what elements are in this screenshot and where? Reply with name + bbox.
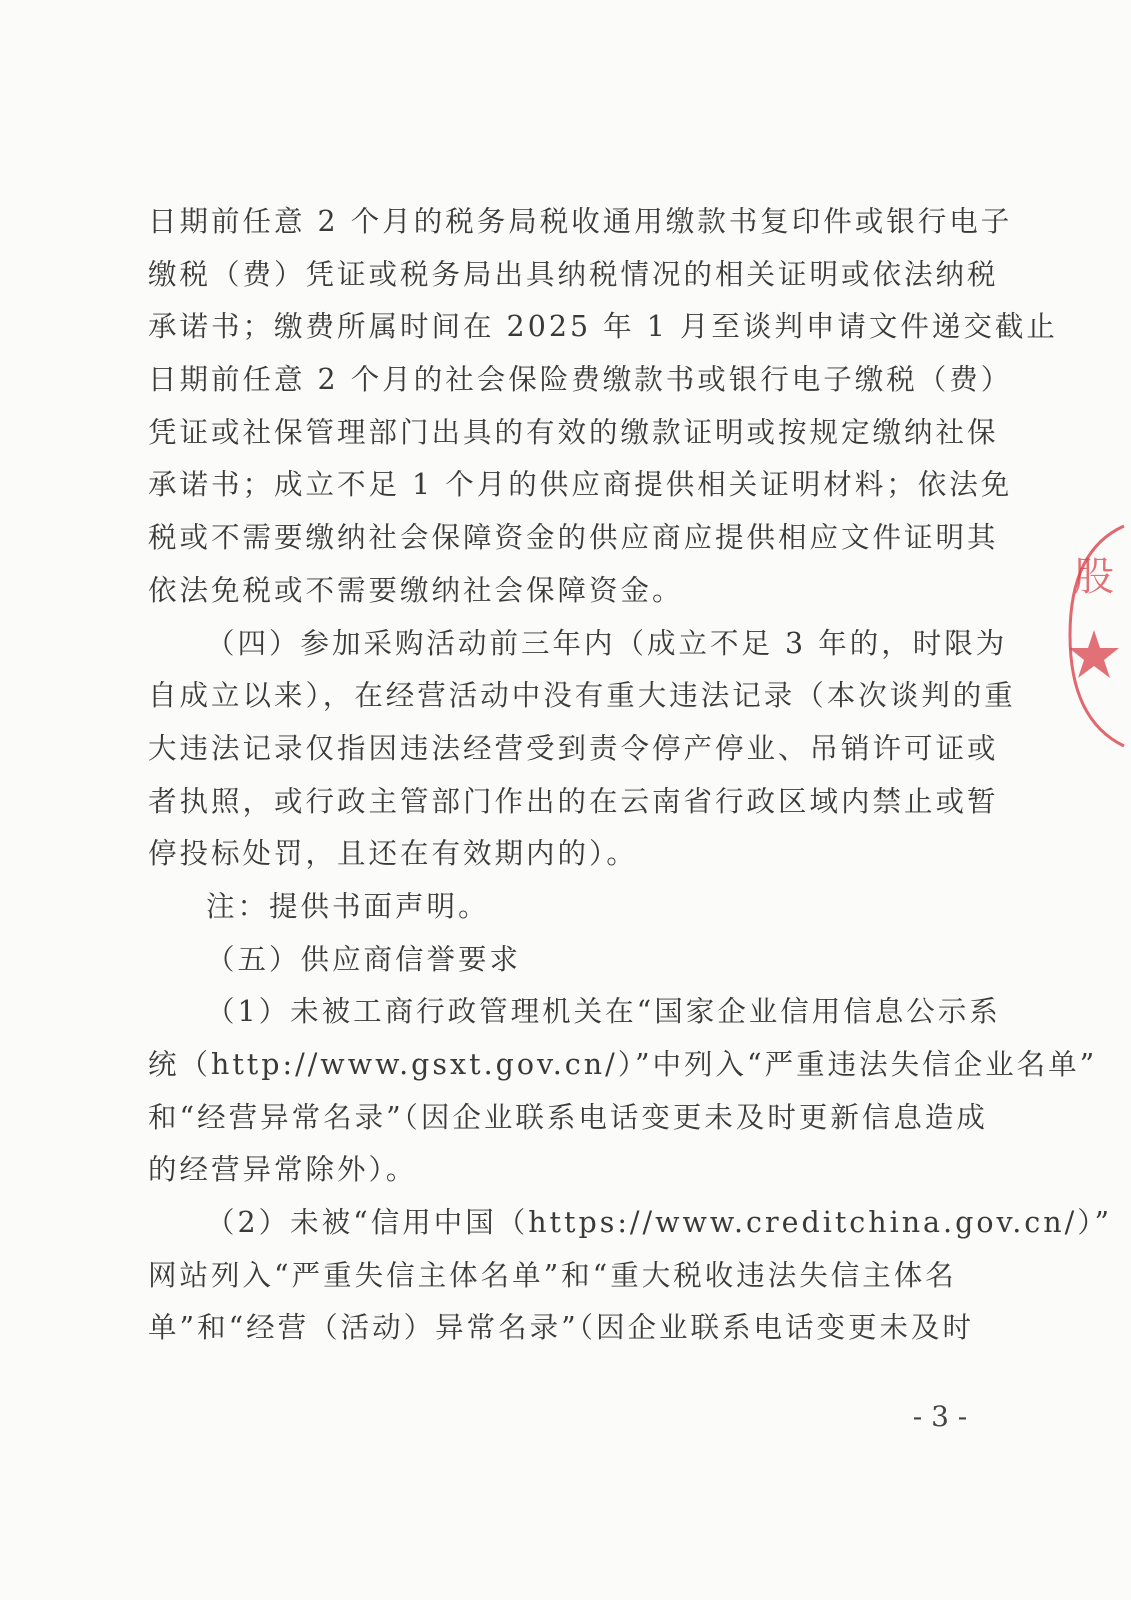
item-two-line: （2）未被“信用中国（https://www.creditchina.gov.cn/）”: [206, 1206, 1113, 1240]
note-line: 注：提供书面声明。: [206, 889, 490, 923]
body-line: 自成立以来），在经营活动中没有重大违法记录（本次谈判的重: [148, 679, 1016, 713]
body-line: 者执照，或行政主管部门作出的在云南省行政区域内禁止或暂: [148, 784, 999, 818]
item-one-line: （1）未被工商行政管理机关在“国家企业信用信息公示系: [206, 995, 1001, 1029]
body-line: 统（http://www.gsxt.gov.cn/）”中列入“严重违法失信企业名单”: [148, 1048, 1098, 1081]
paragraph-four-heading: （四）参加采购活动前三年内（成立不足 3 年的，时限为: [206, 626, 1008, 660]
body-line: 停投标处罚，且还在有效期内的）。: [148, 837, 638, 871]
body-line: 承诺书；缴费所属时间在 2025 年 1 月至谈判申请文件递交截止: [148, 310, 1058, 344]
body-line: 日期前任意 2 个月的税务局税收通用缴款书复印件或银行电子: [148, 205, 1013, 238]
page-number: - 3 -: [912, 1400, 968, 1433]
section-five-heading: （五）供应商信誉要求: [206, 942, 522, 976]
stamp-text: 股: [1074, 554, 1114, 600]
body-line: 承诺书；成立不足 1 个月的供应商提供相关证明材料；依法免: [148, 468, 1013, 502]
body-line: 税或不需要缴纳社会保障资金的供应商应提供相应文件证明其: [148, 521, 999, 555]
body-line: 网站列入“严重失信主体名单”和“重大税收违法失信主体名: [148, 1258, 957, 1292]
body-text: [148, 196, 1113, 1355]
body-line: 单”和“经营（活动）异常名录”（因企业联系电话变更未及时: [148, 1311, 974, 1345]
body-line: 日期前任意 2 个月的社会保险费缴款书或银行电子缴税（费）: [148, 363, 1013, 397]
body-line: 大违法记录仅指因违法经营受到责令停产停业、吊销许可证或: [148, 731, 999, 765]
body-line: 和“经营异常名录”（因企业联系电话变更未及时更新信息造成: [148, 1100, 988, 1134]
red-seal-stamp: [1064, 520, 1131, 750]
body-line: 凭证或社保管理部门出具的有效的缴款证明或按规定缴纳社保: [148, 415, 999, 449]
body-line: 缴税（费）凭证或税务局出具纳税情况的相关证明或依法纳税: [148, 257, 999, 291]
body-line: 依法免税或不需要缴纳社会保障资金。: [148, 573, 684, 607]
body-line: 的经营异常除外）。: [148, 1153, 418, 1187]
